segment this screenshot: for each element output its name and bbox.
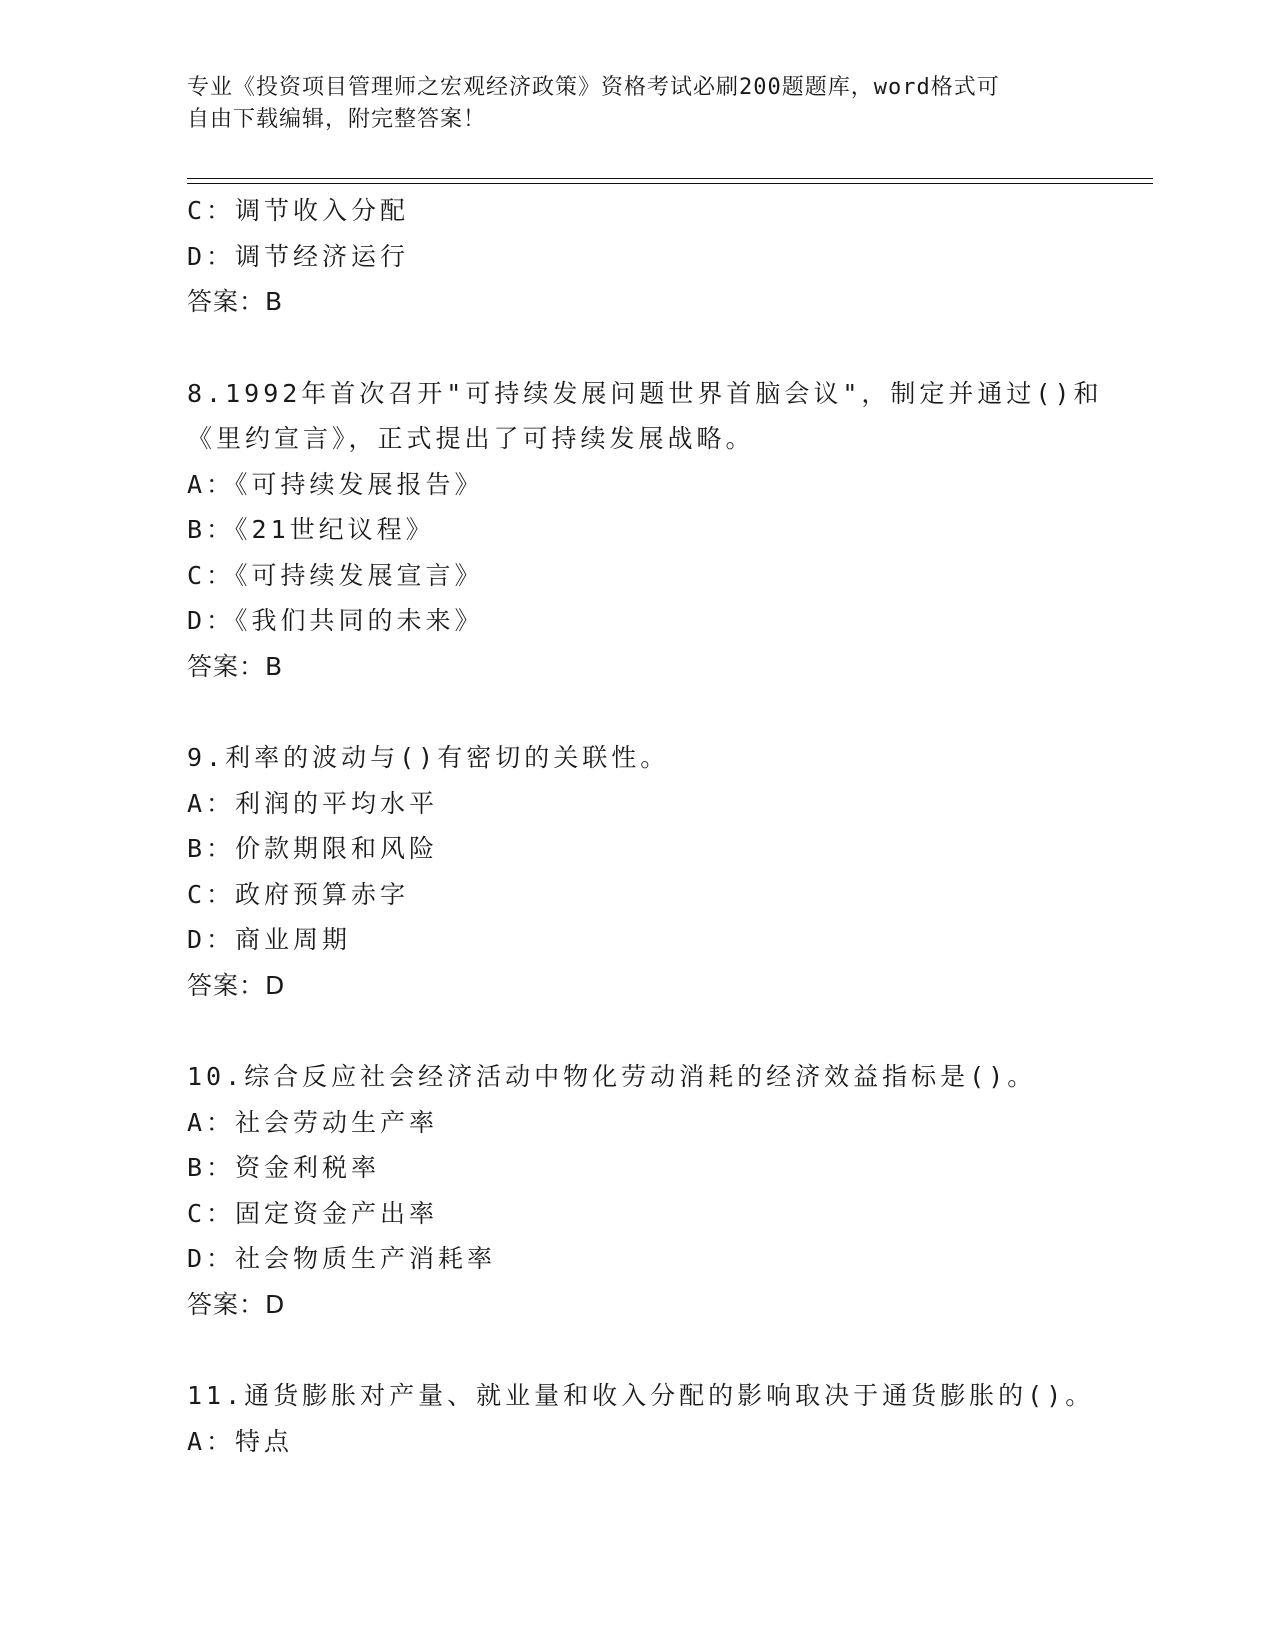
option-b: B：价款期限和风险 xyxy=(187,834,439,863)
option-d: D：社会物质生产消耗率 xyxy=(187,1244,497,1273)
option-d: D：商业周期 xyxy=(187,925,352,954)
question-list xyxy=(187,188,1103,1464)
question-7-continuation xyxy=(187,188,1087,325)
answer: 答案：D xyxy=(187,970,286,1000)
header-divider-top xyxy=(187,178,1153,179)
question-8 xyxy=(187,371,1103,690)
option-c: C：调节收入分配 xyxy=(187,196,410,225)
option-d: D：调节经济运行 xyxy=(187,241,410,271)
question-stem: 10.综合反应社会经济活动中物化劳动消耗的经济效益指标是()。 xyxy=(187,1062,1037,1091)
header-divider-bottom xyxy=(187,183,1153,184)
question-stem: 9.利率的波动与()有密切的关联性。 xyxy=(187,743,670,772)
question-9 xyxy=(187,735,1087,1008)
option-b: B：资金利税率 xyxy=(187,1153,381,1182)
question-11 xyxy=(187,1373,1095,1464)
option-c: C：固定资金产出率 xyxy=(187,1198,439,1228)
header-title-line-1: 专业《投资项目管理师之宏观经济政策》资格考试必刷200题题库，word格式可 xyxy=(187,75,1000,100)
option-c: C：《可持续发展宣言》 xyxy=(187,560,484,590)
question-stem-continued: 《里约宣言》，正式提出了可持续发展战略。 xyxy=(187,424,755,453)
question-10 xyxy=(187,1054,1087,1327)
answer: 答案：B xyxy=(187,287,284,316)
header-title-line-2: 自由下载编辑，附完整答案！ xyxy=(187,107,487,132)
option-a: A：社会劳动生产率 xyxy=(187,1107,439,1137)
question-stem: 8.1992年首次召开"可持续发展问题世界首脑会议"，制定并通过()和 xyxy=(187,378,1103,408)
option-c: C：政府预算赤字 xyxy=(187,879,410,909)
option-a: A：《可持续发展报告》 xyxy=(187,469,484,499)
answer: 答案：B xyxy=(187,651,284,681)
page-header xyxy=(187,72,1067,136)
option-a: A：利润的平均水平 xyxy=(187,788,439,818)
question-stem: 11.通货膨胀对产量、就业量和收入分配的影响取决于通货膨胀的()。 xyxy=(187,1381,1095,1410)
option-b: B：《21世纪议程》 xyxy=(187,515,435,544)
option-d: D：《我们共同的未来》 xyxy=(187,606,484,635)
answer: 答案：D xyxy=(187,1289,286,1319)
option-a: A：特点 xyxy=(187,1426,294,1456)
